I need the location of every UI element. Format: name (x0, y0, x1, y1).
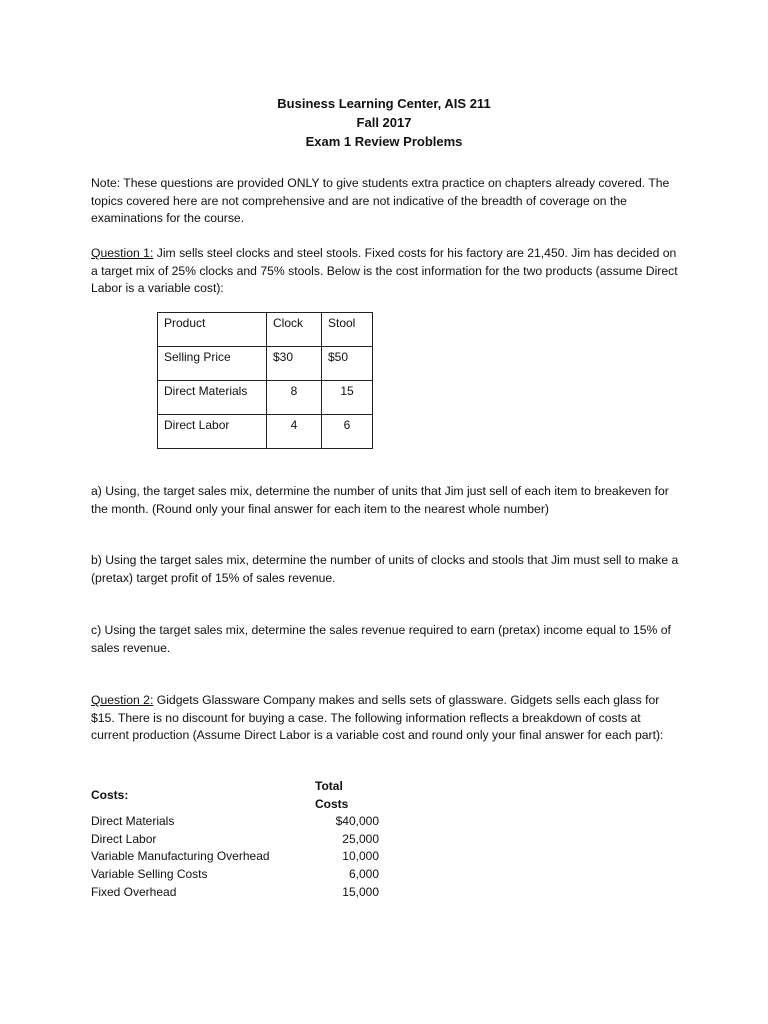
product-cost-table (157, 312, 373, 449)
table-cell: 6 (322, 415, 373, 449)
table-header-cell: Stool (322, 313, 373, 347)
question1-part-c: c) Using the target sales mix, determine the sales revenue required to earn (pretax) income equal to 15% of sales revenue. (91, 623, 671, 655)
question1-part-b: b) Using the target sales mix, determine the number of units of clocks and stools that Jim must sell to make a (pretax) target profit of 15% of sales revenue. (91, 553, 679, 585)
table-cell: $30 (267, 347, 322, 381)
question1-label: Question 1: (91, 246, 154, 260)
document-header (0, 94, 768, 151)
cost-label: Fixed Overhead (91, 884, 177, 899)
table-cell: Selling Price (158, 347, 267, 381)
table-row (91, 884, 379, 902)
costs-header-total: Total Costs (315, 779, 349, 811)
table-header-cell: Clock (267, 313, 322, 347)
question2-text: Gidgets Glassware Company makes and sells sets of glassware. Gidgets sells each glass for $15. There is no discount for buying a case. The following information reflects a breakdown of costs at current production (Assume Direct Labor is a variable cost and round only your final answer for each part): (91, 693, 664, 743)
table-cell: $50 (322, 347, 373, 381)
table-cell: Direct Materials (158, 381, 267, 415)
question1-intro (91, 245, 681, 298)
question2-label: Question 2: (91, 693, 154, 707)
cost-value: $40,000 (335, 814, 379, 829)
cost-value: 6,000 (348, 866, 379, 881)
table-cell: 8 (267, 381, 322, 415)
cost-label: Direct Materials (91, 814, 175, 829)
header-title: Exam 1 Review Problems (305, 134, 463, 149)
cost-label: Direct Labor (91, 831, 157, 846)
cost-value: 15,000 (342, 884, 379, 899)
glassware-costs-table (91, 778, 379, 901)
cost-value: 10,000 (342, 849, 379, 864)
header-term: Fall 2017 (356, 115, 412, 130)
table-row (158, 347, 373, 381)
costs-header-row (91, 778, 379, 813)
table-row (91, 831, 379, 849)
table-cell: Direct Labor (158, 415, 267, 449)
table-cell: 15 (322, 381, 373, 415)
cost-label: Variable Selling Costs (91, 866, 208, 881)
note-paragraph: Note: These questions are provided ONLY to give students extra practice on chapters already covered. The topics covered here are not comprehensive and are not indicative of the breadth of coverage on the examinations for the course. (91, 176, 670, 226)
cost-label: Variable Manufacturing Overhead (91, 849, 270, 864)
table-row (158, 415, 373, 449)
table-cell: 4 (267, 415, 322, 449)
header-course: Business Learning Center, AIS 211 (277, 96, 491, 111)
question2-intro (91, 692, 681, 745)
table-row (158, 381, 373, 415)
question1-text: Jim sells steel clocks and steel stools. Fixed costs for his factory are 21,450. Jim has decided on a target mix of 25% clocks and 75% stools. Below is the cost information for the two products (assume Direct Labor is a variable cost): (91, 246, 678, 296)
table-header-cell: Product (158, 313, 267, 347)
table-row (91, 866, 379, 884)
cost-value: 25,000 (342, 831, 379, 846)
costs-header-label: Costs: (91, 787, 129, 802)
table-header-row (158, 313, 373, 347)
table-row (91, 848, 379, 866)
question1-part-a: a) Using, the target sales mix, determine the number of units that Jim just sell of each item to breakeven for the month. (Round only your final answer for each item to the nearest whole number) (91, 484, 669, 516)
table-row (91, 813, 379, 831)
